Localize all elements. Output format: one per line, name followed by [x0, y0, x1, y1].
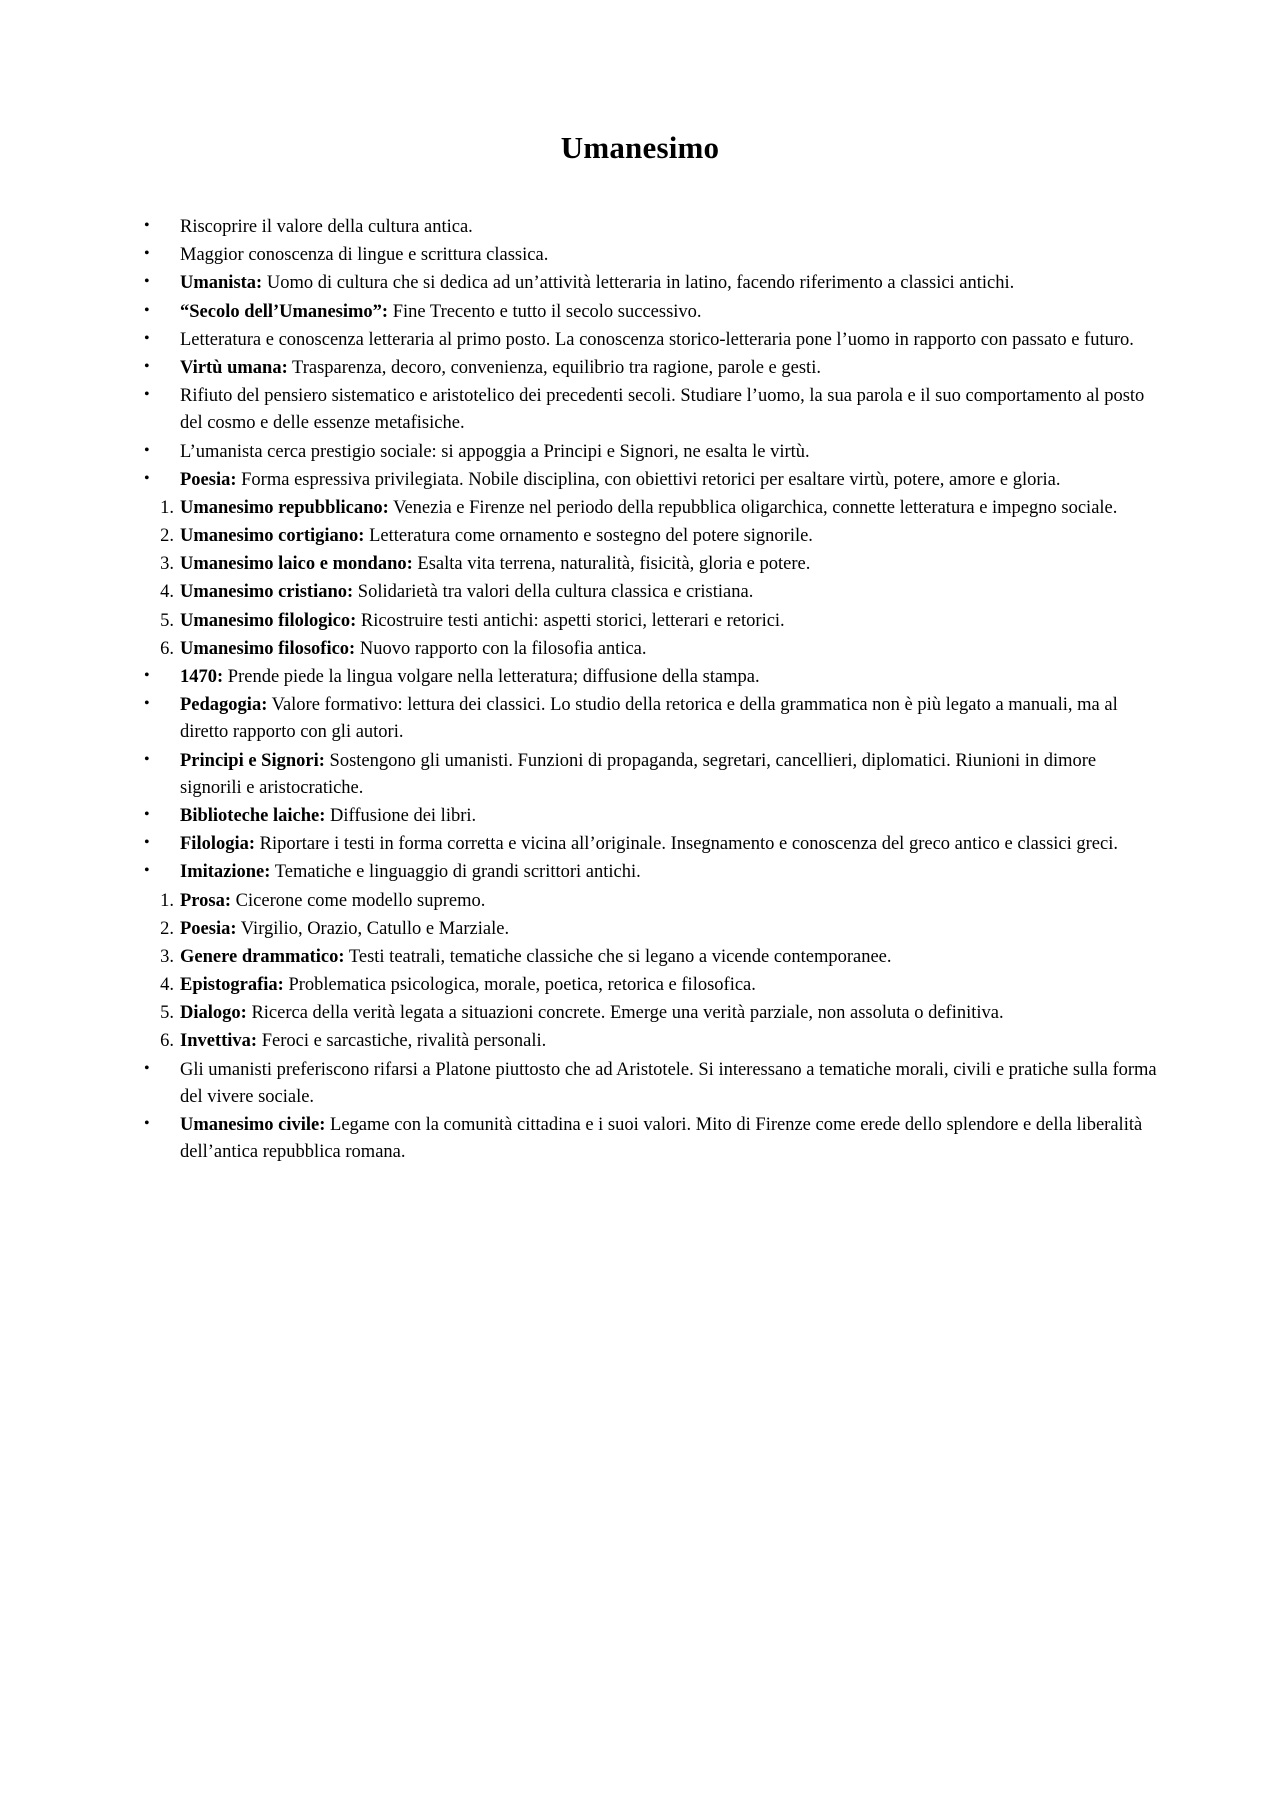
- list-item: [118, 803, 1162, 830]
- list-item: [118, 636, 1162, 663]
- list-item: [118, 888, 1162, 915]
- list-item-body: Fine Trecento e tutto il secolo successivo.: [388, 301, 702, 322]
- list-item: [118, 748, 1162, 802]
- list-item-term: Biblioteche laiche:: [180, 805, 326, 826]
- list-item-body: Prende piede la lingua volgare nella letteratura; diffusione della stampa.: [223, 667, 760, 687]
- list-item-body: Cicerone come modello supremo.: [231, 890, 486, 911]
- list-bullet-icon: •: [144, 329, 150, 347]
- list-item: [118, 299, 1162, 326]
- list-item-term: Umanesimo laico e mondano:: [180, 554, 413, 575]
- list-item-body: Problematica psicologica, morale, poetica, retorica e filosofica.: [283, 975, 756, 996]
- list-bullet-icon: •: [144, 805, 150, 823]
- list-item-body: Legame con la comunità cittadina e i suoi valori. Mito di Firenze come erede dello splendore e della liberalità dell’antica repubblica romana.: [180, 1115, 1143, 1163]
- list-item-text: [180, 972, 1162, 999]
- list-item-text: [180, 242, 1162, 269]
- list-item-body: Riscoprire il valore della cultura antica.: [180, 217, 473, 237]
- list-item-body: Esalta vita terrena, naturalità, fisicità, gloria e potere.: [412, 554, 811, 575]
- list-item-term: Dialogo:: [180, 1003, 247, 1024]
- list-item-term: Umanesimo repubblicano:: [180, 497, 389, 518]
- list-item-term: “Secolo dell’Umanesimo”:: [180, 301, 389, 322]
- list-item-body: Diffusione dei libri.: [325, 805, 477, 826]
- list-bullet-icon: •: [144, 217, 150, 234]
- list-item: [118, 523, 1162, 550]
- list-number-marker: 2.: [160, 918, 174, 939]
- list-item: [118, 859, 1162, 886]
- list-item-text: [180, 1112, 1162, 1166]
- list-item-term: Umanesimo filosofico:: [180, 638, 356, 659]
- list-item-term: Filologia:: [180, 834, 256, 855]
- list-bullet-icon: •: [144, 667, 150, 684]
- list-item: [118, 439, 1162, 466]
- list-item-body: Letteratura e conoscenza letteraria al primo posto. La conoscenza storico-letteraria pone l’uomo in rapporto con passato e futuro.: [180, 329, 1134, 350]
- list-item-body: Maggior conoscenza di lingue e scrittura classica.: [180, 245, 549, 266]
- list-item-text: [180, 467, 1162, 494]
- list-item-text: [180, 944, 1162, 971]
- list-item-term: Umanista:: [180, 273, 263, 294]
- list-item-text: [180, 270, 1162, 297]
- list-item: [118, 467, 1162, 494]
- list-bullet-icon: •: [144, 301, 150, 319]
- list-item-text: [180, 1028, 1162, 1055]
- list-item-text: [180, 523, 1162, 550]
- list-item-text: [180, 299, 1162, 326]
- list-item: [118, 355, 1162, 382]
- list-item-term: Umanesimo cortigiano:: [180, 526, 365, 547]
- list-item-text: [180, 495, 1162, 522]
- list-item-body: Tematiche e linguaggio di grandi scrittori antichi.: [270, 862, 641, 883]
- list-item-body: Valore formativo: lettura dei classici. Lo studio della retorica e della grammatica non è più legato a manuali, ma al diretto rapporto con gli autori.: [180, 695, 1118, 743]
- list-item-text: [180, 355, 1162, 382]
- list-item-body: Uomo di cultura che si dedica ad un’attività letteraria in latino, facendo riferimento a classici antichi.: [262, 273, 1015, 294]
- list-item-body: Trasparenza, decoro, convenienza, equilibrio tra ragione, parole e gesti.: [287, 357, 821, 378]
- list-number-marker: 6.: [160, 638, 174, 659]
- list-item-text: [180, 383, 1162, 437]
- list-item-term: Invettiva:: [180, 1031, 258, 1052]
- list-bullet-icon: •: [144, 441, 150, 459]
- list-number-marker: 5.: [160, 610, 174, 631]
- list-number-marker: 4.: [160, 975, 174, 996]
- list-item-text: [180, 608, 1162, 635]
- list-item-text: [180, 888, 1162, 915]
- list-bullet-icon: •: [144, 469, 150, 487]
- list-item: [118, 972, 1162, 999]
- list-item: [118, 579, 1162, 606]
- list-item-text: [180, 214, 1162, 241]
- list-item-text: [180, 1057, 1162, 1111]
- notes-list: [118, 214, 1162, 1166]
- list-item-term: Imitazione:: [180, 862, 271, 883]
- list-bullet-icon: •: [144, 862, 150, 880]
- list-bullet-icon: •: [144, 1115, 150, 1132]
- list-number-marker: 1.: [160, 890, 174, 911]
- list-number-marker: 3.: [160, 554, 174, 575]
- list-item-body: Letteratura come ornamento e sostegno del potere signorile.: [364, 526, 813, 547]
- list-item-term: Epistografia:: [180, 975, 284, 996]
- list-item-term: Umanesimo civile:: [180, 1115, 326, 1135]
- list-number-marker: 6.: [160, 1031, 174, 1052]
- list-bullet-icon: •: [144, 357, 150, 375]
- list-item-body: Feroci e sarcastiche, rivalità personali.: [257, 1031, 547, 1052]
- list-item-body: Virgilio, Orazio, Catullo e Marziale.: [236, 918, 510, 939]
- list-item: [118, 214, 1162, 241]
- list-bullet-icon: •: [144, 386, 150, 404]
- list-item: [118, 1028, 1162, 1055]
- list-item: [118, 916, 1162, 943]
- list-item-body: Riportare i testi in forma corretta e vicina all’originale. Insegnamento e conoscenza del greco antico e classici greci.: [255, 834, 1118, 855]
- list-item-term: Poesia:: [180, 469, 237, 490]
- list-item-term: Poesia:: [180, 918, 237, 939]
- list-item: [118, 944, 1162, 971]
- list-number-marker: 2.: [160, 526, 174, 547]
- list-item-text: [180, 831, 1162, 858]
- list-item-body: Sostengono gli umanisti. Funzioni di propaganda, segretari, cancellieri, diplomatici. Riunioni in dimore signorili e aristocratiche.: [180, 750, 1097, 798]
- list-item: [118, 270, 1162, 297]
- list-bullet-icon: •: [144, 834, 150, 852]
- list-item-term: 1470:: [180, 667, 224, 687]
- list-item: [118, 327, 1162, 354]
- list-item-text: [180, 636, 1162, 663]
- list-item-term: Principi e Signori:: [180, 750, 325, 771]
- list-bullet-icon: •: [144, 273, 150, 291]
- list-item-term: Umanesimo cristiano:: [180, 582, 354, 603]
- list-item-body: Solidarietà tra valori della cultura classica e cristiana.: [353, 582, 754, 603]
- list-item: [118, 1057, 1162, 1111]
- list-item: [118, 608, 1162, 635]
- list-item-text: [180, 916, 1162, 943]
- list-bullet-icon: •: [144, 750, 150, 768]
- page-title: Umanesimo: [560, 130, 720, 165]
- list-number-marker: 3.: [160, 946, 174, 967]
- list-item-term: Prosa:: [180, 890, 232, 911]
- list-number-marker: 5.: [160, 1003, 174, 1024]
- list-item-text: [180, 803, 1162, 830]
- list-item-term: Virtù umana:: [180, 357, 288, 378]
- list-bullet-icon: •: [144, 695, 150, 713]
- list-item-text: [180, 579, 1162, 606]
- list-number-marker: 1.: [160, 497, 174, 518]
- list-number-marker: 4.: [160, 582, 174, 603]
- list-item-text: [180, 664, 1162, 691]
- list-item-body: Venezia e Firenze nel periodo della repubblica oligarchica, connette letteratura e impegno sociale.: [388, 497, 1118, 518]
- list-bullet-icon: •: [144, 245, 150, 263]
- list-item-body: Rifiuto del pensiero sistematico e aristotelico dei precedenti secoli. Studiare l’uomo, la sua parola e il suo comportamento al posto del cosmo e delle essenze metafisiche.: [180, 386, 1145, 434]
- list-item-body: Testi teatrali, tematiche classiche che si legano a vicende contemporanee.: [344, 946, 892, 967]
- list-item: [118, 1112, 1162, 1166]
- list-item-body: L’umanista cerca prestigio sociale: si appoggia a Principi e Signori, ne esalta le virtù.: [180, 441, 810, 462]
- list-item-body: Ricostruire testi antichi: aspetti storici, letterari e retorici.: [356, 610, 785, 631]
- list-item: [118, 383, 1162, 437]
- list-item: [118, 242, 1162, 269]
- list-item-text: [180, 327, 1162, 354]
- list-item-body: Forma espressiva privilegiata. Nobile disciplina, con obiettivi retorici per esaltare virtù, potere, amore e gloria.: [236, 469, 1061, 490]
- list-item-body: Nuovo rapporto con la filosofia antica.: [355, 638, 647, 659]
- list-item-body: Ricerca della verità legata a situazioni concrete. Emerge una verità parziale, non assoluta o definitiva.: [246, 1003, 1004, 1024]
- list-item: [118, 664, 1162, 691]
- list-item-term: Umanesimo filologico:: [180, 610, 357, 631]
- list-item-text: [180, 1000, 1162, 1027]
- list-item-text: [180, 551, 1162, 578]
- list-item-text: [180, 692, 1162, 746]
- list-item: [118, 495, 1162, 522]
- list-item: [118, 692, 1162, 746]
- list-item: [118, 551, 1162, 578]
- list-item-text: [180, 439, 1162, 466]
- list-item-term: Genere drammatico:: [180, 946, 345, 967]
- list-item-body: Gli umanisti preferiscono rifarsi a Platone piuttosto che ad Aristotele. Si interessano a tematiche morali, civili e pratiche sulla forma del vivere sociale.: [180, 1059, 1157, 1107]
- list-item-term: Pedagogia:: [180, 695, 268, 716]
- list-item: [118, 1000, 1162, 1027]
- list-item: [118, 831, 1162, 858]
- list-bullet-icon: •: [144, 1059, 150, 1077]
- list-item-text: [180, 748, 1162, 802]
- list-item-text: [180, 859, 1162, 886]
